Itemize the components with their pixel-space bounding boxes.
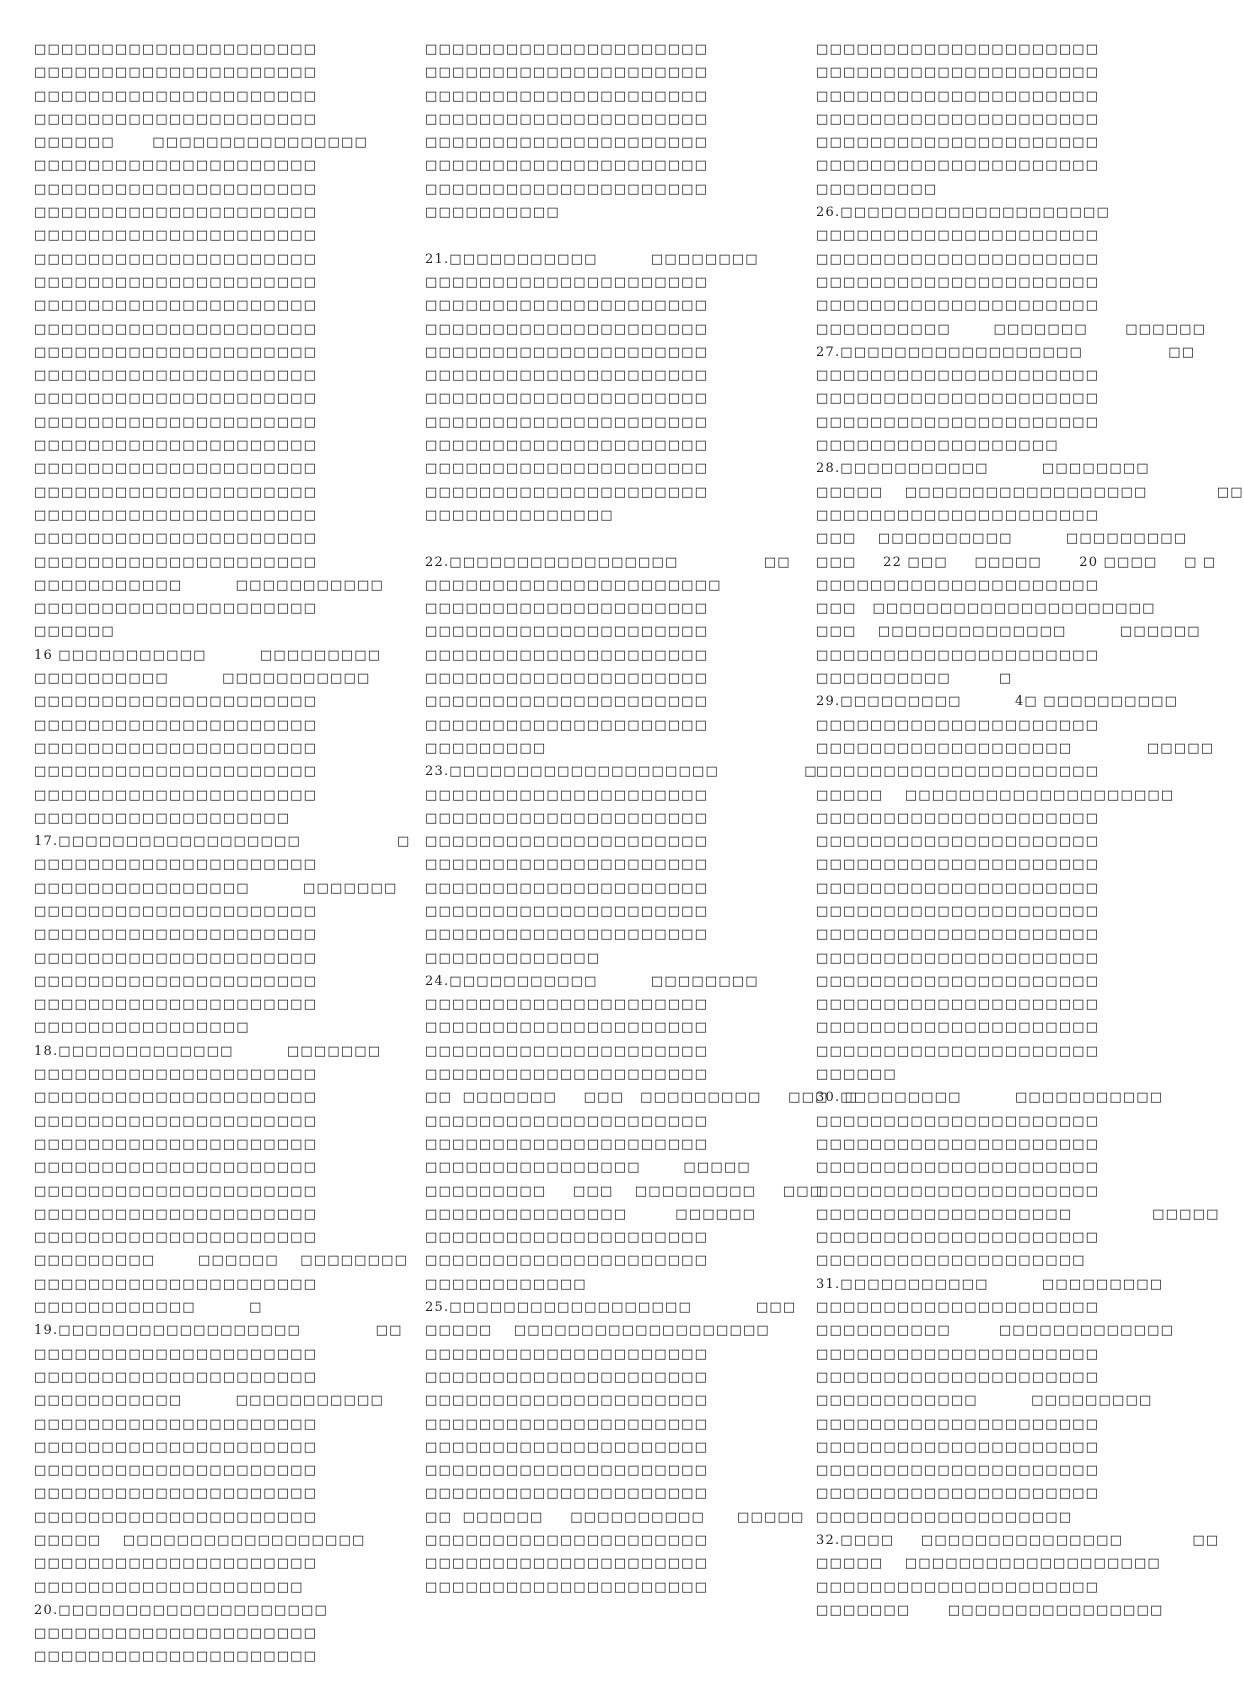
text-line: □□□□□□□□□□□□□□□□□□□□□	[816, 414, 1100, 430]
text-line: □□□□□□□□□□	[425, 205, 560, 221]
text-line: □□□□□□□□□□□□□□□□□□□□□	[816, 973, 1100, 989]
text-line: □□□□□□□□□□ □	[816, 671, 1013, 687]
text-line: □□□□□□□□□□□□□□□□□□□□□	[34, 997, 318, 1013]
text-line: □□□□□□□□□□□□□□□□□□□□□	[34, 414, 318, 430]
text-line: □□□□□□□□□□□□□□□□□□□□□	[816, 158, 1100, 174]
text-line: □□□□□□□□□□□□□□□□□□□□□	[34, 368, 318, 384]
text-line: □□□□□□□□□□□□□□□□□□□□□	[816, 810, 1100, 826]
text-line: □□□□□□□□□□□□□□□□□□□□□	[34, 903, 318, 919]
text-line: 20.□□□□□□□□□□□□□□□□□□□□	[34, 1602, 328, 1618]
text-line: □□□□□□□□□□□□□□□□□□□□□	[34, 1183, 318, 1199]
text-line: □□□□□□□□□□□□□□□□□□□□□	[816, 997, 1100, 1013]
text-line: □□□□□□□□□□□□□□□□□□□□□	[34, 42, 318, 57]
text-line: □□□□□□□□□□□□□□□□□□□□□	[816, 1346, 1100, 1362]
text-line: □□□□□ □□□□□□□□□□□□□□□□□□	[34, 1533, 366, 1548]
text-line: □□□□□□□□□□□□□□□□□□□□□	[34, 1369, 318, 1385]
text-line: □□□□□□□□□□□□□□□□□□□□□	[425, 1020, 709, 1036]
text-line: □□□□□□□□□□□□□□□□□□□□□	[816, 507, 1100, 523]
text-line: □□□□□□□□□□□□□□□□□□□□□	[816, 577, 1100, 593]
text-line: □□□□□□□□□□□□□□□□□□□□□	[34, 461, 318, 477]
text-line: □□□□□□□□□□□□□□□□□□□□□	[34, 1160, 318, 1176]
text-column-1	[34, 38, 411, 1669]
text-line: □□□□□□□□□□□□□□□□□□□□□	[34, 484, 318, 500]
text-line: □□□□□□□□□□□□□□□□□□□□□	[34, 1067, 318, 1083]
text-line: □□□□□□□□□□□□□□□□□□□□□	[425, 1043, 709, 1059]
text-line: □□□□□□□□□□□□□□□□□□□□□□	[425, 577, 722, 593]
text-line: □□□□□□□□□□□□□□□□ □□□□□□□	[34, 880, 398, 896]
text-line: □□□□□□□□□□□□□□□□□□□□□	[425, 368, 709, 384]
text-line: □□□□□□□□□□□□□□□□□□□□□	[816, 391, 1100, 407]
text-line: □□□□□□□□□□□□□□□□□□□□□	[816, 903, 1100, 919]
text-line: □□□□□ □□□□□□□□□□□□□□□□□□□	[425, 1323, 770, 1339]
text-line: □□□□□□□□□□□□□□□□□□□□□	[425, 344, 709, 360]
text-line: □□□□□□□□□□□□□□□□□□□□□	[34, 111, 318, 127]
text-line: □□□□□□□□□□□□□□□□□□□□□	[34, 181, 318, 197]
text-line: □□□□□□□□□□□□□□□□□□□□□	[34, 1626, 318, 1642]
text-line: □□□□□□□□□□□□□□□□□□□□□	[816, 950, 1100, 966]
text-line: □□□□□□□□□□□□□□□□□□□□□	[425, 438, 709, 454]
text-line: 24.□□□□□□□□□□□ □□□□□□□□	[425, 973, 759, 989]
text-line: □□□□□□□□□□□□□□□□□□□□□	[816, 228, 1100, 244]
text-line: □□□□□□□□□□□□□□□□□□□□□	[425, 321, 709, 337]
text-line: □□□□□□□□□□□□□□□□□□□□□	[34, 764, 318, 780]
text-line: □□□□□□□□□□□□□□□□□□□□□	[34, 927, 318, 943]
text-line: □□□□□□□□□□□□□□□□ □□□□□	[425, 1160, 751, 1176]
text-line: □□□□□□□ □□□□□□□□□□□□□□□□	[816, 1602, 1164, 1618]
text-line: □□□ □□□□□□□□□□□□□□□□□□□□□	[816, 601, 1156, 617]
text-line: □□□□□□□□□□□□□□□□□□	[816, 438, 1059, 454]
text-line: □□□□□□□□□□□□□□□□□□□□□	[34, 787, 318, 803]
text-line: □□□□□□□□□□□□□□□□□□□□□	[34, 740, 318, 756]
text-line: □□□□□□□□□	[425, 740, 547, 756]
text-line: □□□□□□□□□□□□□□□□□□□□□	[34, 1439, 318, 1455]
text-line: □□□□□□□□□□□□□□□□□□□□□	[816, 1043, 1100, 1059]
text-line: □□□ 22 □□□ □□□□□ 20 □□□□ □ □	[816, 554, 1217, 570]
text-line: □□□□□□□□□□□□□□□□□□□□□	[34, 1346, 318, 1362]
text-line: □□□□□□□□□□□□□□□□□□□□□	[425, 601, 709, 617]
text-line: □□□□□□□□□□□□□□□□□□□□□	[816, 65, 1100, 81]
text-line: □□□□□□□□□□□□□□□□□□□□□	[816, 1183, 1100, 1199]
text-line: 17.□□□□□□□□□□□□□□□□□□ □	[34, 834, 411, 850]
text-line: 23.□□□□□□□□□□□□□□□□□□□□ □	[425, 764, 818, 780]
text-line: □□□□□□□□□□□□□□□□□□□□□	[816, 42, 1100, 57]
text-line: □□□□□□□□□□□□□□□□□□□□□	[34, 554, 318, 570]
text-line: □□□□□□□□□□□□□□□□□□□□□	[425, 787, 709, 803]
text-line: □□□□□□□□□□□□□□□□□□□□□	[816, 834, 1100, 850]
text-line: □□□□□□□□□□□□□□□□□□□□□	[816, 1300, 1100, 1316]
text-line: □□□□□□□□□□□□□□□□□□□□□	[816, 647, 1100, 663]
text-line: □□□□□□□□□□□□□□□□□□□□□	[34, 1230, 318, 1246]
text-line: □□□□□ □□□□□□□□□□□□□□□□□□□□	[816, 787, 1175, 803]
text-line: □□□□□□□□□□□□□□□□□□□□□	[425, 414, 709, 430]
text-line: □□□□□□□□□□□□□□□□□□□□□	[34, 1649, 318, 1665]
text-line: □□□□□□	[34, 624, 115, 640]
text-line: □□□□□□□□□□□□□□□□□□□□□	[425, 484, 709, 500]
text-line: □□□□□□□□□□□□□□□□□□□□□	[425, 1579, 709, 1595]
text-line: □□□□□□□□□□□□□□□□□□□□□	[425, 1533, 709, 1548]
text-line: □□□□□□□□□□□□□□□□□□□□□	[816, 927, 1100, 943]
text-line: □□□□□□□□□□□□□□□□□□□□□	[425, 1393, 709, 1409]
text-line: □□□□□□□□□□□□□□□□□□□□□	[34, 88, 318, 104]
text-line: □□□□□□□□□□□□□□□□□□□□□	[34, 950, 318, 966]
text-line: □□□ □□□□□□□□□□□□□□ □□□□□□	[816, 624, 1201, 640]
text-line: □□ □□□□□□ □□□□□□□□□□ □□□□□	[425, 1509, 805, 1525]
text-line: □□□□□□□□□□ □□□□□□□ □□□□□□	[816, 321, 1207, 337]
text-line: □□□□□□□□□□□□□□□□□□□□□	[425, 1253, 709, 1269]
text-line: □□□□□□□□□□□□□□□□□□□□□	[425, 1230, 709, 1246]
text-line: □□□□□□□□□□□□□□□□□□□□□	[816, 1579, 1100, 1595]
text-line: □□□□□□□□□□□□□□□□□□□□□	[34, 438, 318, 454]
text-line: □□□□□□□□□□□□□□□□□□□□□	[425, 624, 709, 640]
text-line: 18.□□□□□□□□□□□□□ □□□□□□□	[34, 1043, 382, 1059]
text-line: □□□□□□□□□□□□□□□□□□□□□	[34, 1276, 318, 1292]
text-line: □□□□□□□□□□□□□□□□□□□□□	[816, 111, 1100, 127]
text-line: □□□□□□□□□□□□□	[425, 950, 601, 966]
text-line: □□□□□ □□□□□□□□□□□□□□□□□□ □□	[816, 484, 1244, 500]
text-line: □□□□□□□□□□□□□□□□□□□□□	[425, 880, 709, 896]
text-line: □□□□□□□□□□□□□□□□□□□□□	[34, 321, 318, 337]
text-line: □□□□□□□□□□□□□□□□□□□□□	[34, 1206, 318, 1222]
text-line: □□□□□□□□□□□□□□□□□□□□□	[425, 717, 709, 733]
text-line: □□□□□□□□□□□□□□□□□□□□□	[425, 1346, 709, 1362]
text-line: □□□□□□□□□□□□□□□□□□□□□	[34, 1509, 318, 1525]
text-line: □□ □□□□□□□ □□□ □□□□□□□□□ □□□ □	[425, 1090, 859, 1106]
text-line: □□□□□□□□□□□□□□□□□□□□□	[425, 1136, 709, 1152]
text-line: □□□□□□□□□□□□□□□□□□□□□	[816, 298, 1100, 314]
text-line: □□□□□□□□□□□□□□□□□□□□□	[425, 1439, 709, 1455]
text-line: □□□□□□□□□□□□□□□□□□□□□	[425, 903, 709, 919]
text-line: 32.□□□□ □□□□□□□□□□□□□□□ □□	[816, 1533, 1220, 1548]
text-line: □□□□□□□□□□□□□□□□□□□□□	[816, 251, 1100, 267]
text-line: 21.□□□□□□□□□□□ □□□□□□□□	[425, 251, 759, 267]
text-line: □□□□□□□□□□□□□□□□□□□□□	[34, 857, 318, 873]
text-line: □□□□□□□□□□□□□□	[425, 507, 614, 523]
text-line: □□□□□□□□□□□□□□□□□□□□□	[425, 158, 709, 174]
text-line: □□□□□□□□□□□□□□□□□□□ □□□□□	[816, 1206, 1220, 1222]
text-line: 26.□□□□□□□□□□□□□□□□□□□□	[816, 205, 1110, 221]
text-line: □□□□□□□□□□□□ □	[34, 1300, 263, 1316]
text-line: □□□□□□□□□□□□□□□□□□□□□	[816, 880, 1100, 896]
text-line: □□□□□ □□□□□□□□□□□□□□□□□□□	[816, 1556, 1161, 1572]
text-line: □□□□□□□□□□□□□□□□□□□□□	[425, 927, 709, 943]
text-line: □□□□□□□□□□□□□□□□□□□□□	[425, 810, 709, 826]
text-line: 30.□□□□□□□□□ □□□□□□□□□□□	[816, 1090, 1164, 1106]
text-line: □□□□□□□□□□□ □□□□□□□□□□□	[34, 577, 384, 593]
text-line: □□□□□□□□□□ □□□□□□□□□□□	[34, 671, 371, 687]
text-column-2	[425, 38, 859, 1599]
text-line: □□□□□□□□□□□□□□□□□□□□□	[34, 531, 318, 547]
text-line: □□□□□□□□□□□□□□□□□□□□□	[816, 88, 1100, 104]
text-line: 19.□□□□□□□□□□□□□□□□□□ □□	[34, 1323, 403, 1339]
text-line: 28.□□□□□□□□□□□ □□□□□□□□	[816, 461, 1150, 477]
text-line: □□□□□□□□□□□□□□□□□□□□□	[34, 344, 318, 360]
text-line: □□□□□□□□□ □□□ □□□□□□□□□ □□□	[425, 1183, 824, 1199]
text-line: □□□□□□□□□□□□□□□□□□□□□	[34, 391, 318, 407]
text-line: □□□□□□□□□□□□□□□□□□□□□	[34, 694, 318, 710]
text-line: 27.□□□□□□□□□□□□□□□□□□ □□	[816, 344, 1196, 360]
text-line: □□□□□□□□□□□□□□□□□□□□□	[34, 274, 318, 290]
text-line: 25.□□□□□□□□□□□□□□□□□□ □□□	[425, 1300, 797, 1316]
text-line: □□□□□□□□□□□□□□□□□□□□□	[425, 1113, 709, 1129]
text-line: □□□□□□□□□□□□ □□□□□□□□□	[816, 1393, 1153, 1409]
text-line	[425, 527, 785, 550]
text-line: 16 □□□□□□□□□□□ □□□□□□□□□	[34, 647, 382, 663]
text-line: □□□□□□□□□□□□□□□□□□□□□	[816, 1113, 1100, 1129]
text-line: □□□□□□□□□□□□□□□□□□□□□	[425, 65, 709, 81]
text-line: □□□□□□□□□□□□□□□□□□□□□	[34, 228, 318, 244]
text-line: □□□□□□□□□ □□□□□□ □□□□□□□□	[34, 1253, 409, 1269]
text-line: □□□□□□□□□□□□□□□□□□□□□	[816, 135, 1100, 151]
text-line: □□□□□□□□□□□□□□□□□□□□□	[34, 507, 318, 523]
text-line: □□□□□□□□□□□□□□□□□□□□□	[425, 88, 709, 104]
text-line: □□□□□□□□□□□ □□□□□□□□□□□	[34, 1393, 384, 1409]
text-line: □□□ □□□□□□□□□□ □□□□□□□□□	[816, 531, 1188, 547]
text-line: □□□□□□□□□□□□□□□□□□□□□	[425, 1067, 709, 1083]
text-line: □□□□□□□□□□□□□□□□□□□□□	[425, 274, 709, 290]
text-line: □□□□□□□□□□□□□□□□□□□□□	[34, 1136, 318, 1152]
text-line: □□□□□□□□□□□□□□□□□□□□□	[816, 764, 1100, 780]
text-line: □□□□□□□□□□□□□□□□□□□	[34, 810, 291, 826]
text-line: □□□□□□□□□□□□□□□□□□□□□	[425, 1486, 709, 1502]
text-line: □□□□□□□□□□□□□□□□□□□□□	[425, 1463, 709, 1479]
text-line: □□□□□□□□□□□□□□□□□□□□□	[816, 1230, 1100, 1246]
text-line: □□□□□□□□□□□□□□□□□□□□□	[816, 1020, 1100, 1036]
text-line: □□□□□□□□□□□□□□□□□□□□□	[816, 1486, 1100, 1502]
text-line: 29.□□□□□□□□□ 4□ □□□□□□□□□□	[816, 694, 1179, 710]
text-line: □□□□□□□□□□□□□□□□□□□□□	[425, 298, 709, 314]
text-line: □□□□□□□□□□□□□□□□□□□□□	[816, 1416, 1100, 1432]
text-line: □□□□□□□□□□□□□□□□□□□□□	[425, 1556, 709, 1572]
text-line: □□□□□□□□□□□□□□□□□□□□□	[34, 1556, 318, 1572]
text-line: □□□□□□□□□□□□□□□□□□□□□	[816, 1136, 1100, 1152]
text-line: 22.□□□□□□□□□□□□□□□□□ □□	[425, 554, 791, 570]
text-line: □□□□□□□□□□□□□□□□□□□□□	[816, 1160, 1100, 1176]
text-line: □□□□□□□□□□□□□□□□□□□□□	[34, 1463, 318, 1479]
text-line: □□□□□□□□□□□□□□□□□□□□□	[425, 135, 709, 151]
text-line: □□□□□□□□□	[816, 181, 938, 197]
text-line: □□□□□□□□□□□□□□□□□□□□□	[816, 1369, 1100, 1385]
text-line: □□□□□□□□□□□□□□□ □□□□□□	[425, 1206, 757, 1222]
text-line: □□□□□□□□□□□□□□□□□□□□□	[816, 1439, 1100, 1455]
text-line: □□□□□□□□□□□□□□□□□□□□□	[425, 857, 709, 873]
text-line: □□□□□□ □□□□□□□□□□□□□□□□	[34, 135, 368, 151]
text-line: □□□□□□□□□□□□□□□□□□□□□	[34, 717, 318, 733]
text-line: □□□□□□□□□□□□□□□□□□□□□	[816, 368, 1100, 384]
text-line: □□□□□□□□□□ □□□□□□□□□□□□□	[816, 1323, 1175, 1339]
text-column-3	[816, 38, 1244, 1622]
text-line	[425, 224, 785, 247]
text-line: □□□□□□□□□□□□□□□□□□□□□	[425, 461, 709, 477]
text-line: □□□□□□□□□□□□□□□□□□□□□	[34, 1113, 318, 1129]
text-line: □□□□□□□□□□□□□□□□□□□□□	[425, 42, 709, 57]
text-line: □□□□□□□□□□□□□□□□□□□□□	[425, 111, 709, 127]
text-line: □□□□□□□□□□□□□□□□□□□□	[34, 1579, 304, 1595]
text-line: □□□□□□□□□□□□□□□□□□□	[816, 1509, 1073, 1525]
text-line: □□□□□□□□□□□□□□□□□□□□□	[425, 834, 709, 850]
text-line: □□□□□□□□□□□□□□□□□□□□□	[816, 857, 1100, 873]
text-line: □□□□□□□□□□□□□□□□□□□□□	[425, 671, 709, 687]
text-line: □□□□□□□□□□□□□□□□□□□□□	[34, 1090, 318, 1106]
text-line: □□□□□□□□□□□□□□□□□□□□□	[34, 251, 318, 267]
text-line: □□□□□□□□□□□□□□□□□□□□□	[425, 1369, 709, 1385]
text-line: □□□□□□□□□□□□□□□□□□□□□	[34, 205, 318, 221]
text-line: □□□□□□□□□□□□□□□□□□□□□	[425, 1416, 709, 1432]
text-line: □□□□□□□□□□□□□□□□□□□□□	[34, 65, 318, 81]
text-line: □□□□□□□□□□□□□□□□□□□□□	[425, 694, 709, 710]
text-line: □□□□□□□□□□□□□□□□□□□□□	[34, 973, 318, 989]
text-line: □□□□□□□□□□□□□□□□□□□□□	[816, 274, 1100, 290]
text-line: □□□□□□□□□□□□	[425, 1276, 587, 1292]
text-line: □□□□□□	[816, 1067, 897, 1083]
text-line: □□□□□□□□□□□□□□□□□□□□□	[34, 601, 318, 617]
text-line: □□□□□□□□□□□□□□□□□□□□□	[34, 298, 318, 314]
text-line: 31.□□□□□□□□□□□ □□□□□□□□□	[816, 1276, 1164, 1292]
text-line: □□□□□□□□□□□□□□□□□□□□	[816, 1253, 1086, 1269]
text-line: □□□□□□□□□□□□□□□□□□□ □□□□□	[816, 740, 1215, 756]
text-line: □□□□□□□□□□□□□□□□□□□□□	[425, 647, 709, 663]
text-line: □□□□□□□□□□□□□□□□□□□□□	[425, 997, 709, 1013]
text-line: □□□□□□□□□□□□□□□□□□□□□	[425, 181, 709, 197]
text-line: □□□□□□□□□□□□□□□□□□□□□	[34, 1416, 318, 1432]
text-line: □□□□□□□□□□□□□□□□	[34, 1020, 250, 1036]
text-line: □□□□□□□□□□□□□□□□□□□□□	[34, 158, 318, 174]
text-line: □□□□□□□□□□□□□□□□□□□□□	[816, 717, 1100, 733]
text-line: □□□□□□□□□□□□□□□□□□□□□	[425, 391, 709, 407]
text-line: □□□□□□□□□□□□□□□□□□□□□	[34, 1486, 318, 1502]
text-line: □□□□□□□□□□□□□□□□□□□□□	[816, 1463, 1100, 1479]
